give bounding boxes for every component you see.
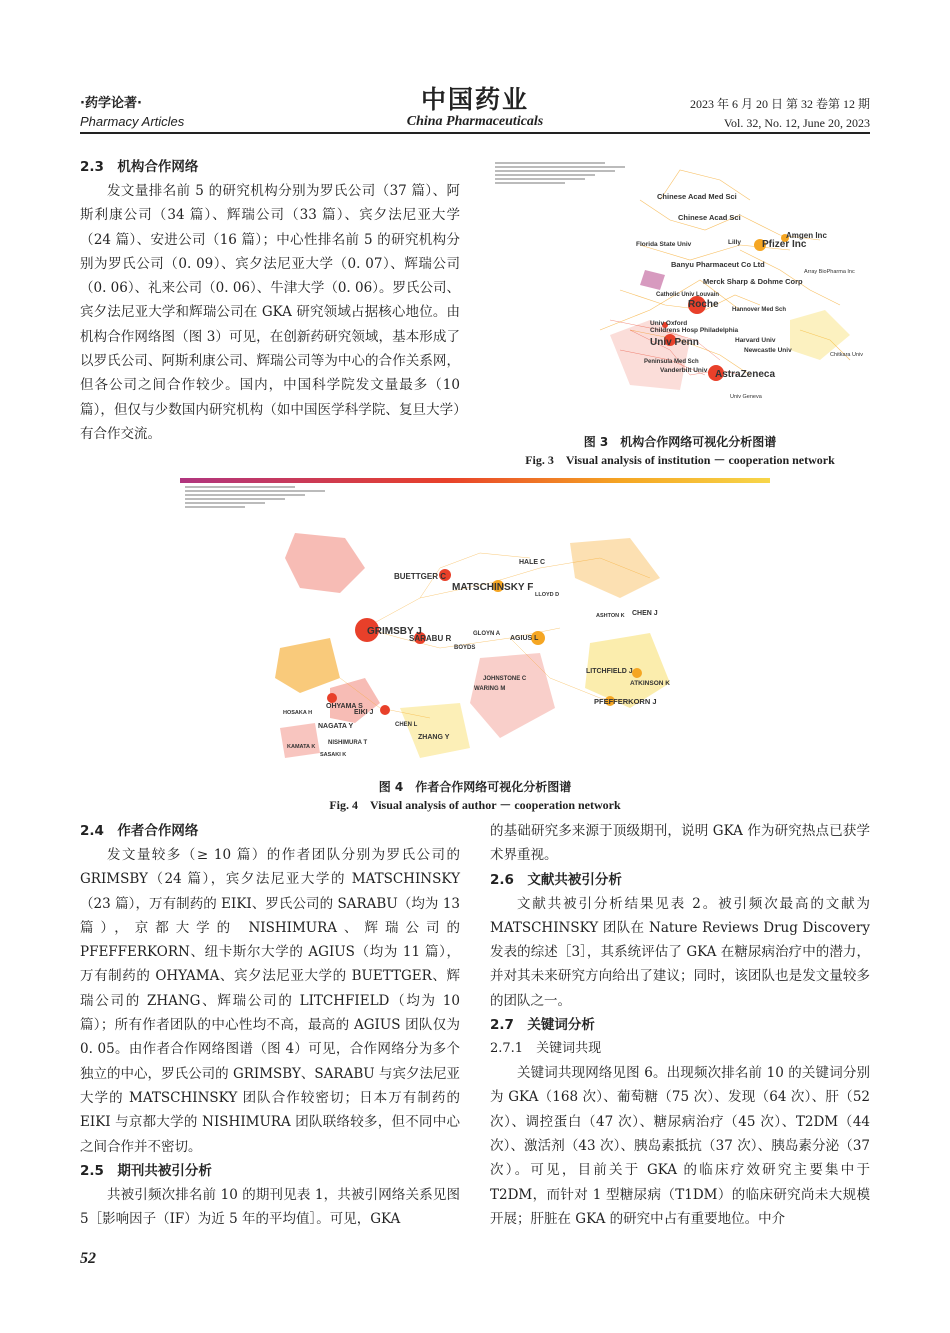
figure-4-caption: 图 4 作者合作网络可视化分析图谱 — [378, 780, 572, 794]
label-author-21: WARING M — [474, 686, 506, 692]
label-node-7: Banyu Pharmaceut Co Ltd — [671, 260, 765, 269]
label-author-16: CHEN L — [395, 722, 418, 728]
section-2-7-title: 2.7 关键词分析 — [490, 1017, 595, 1034]
section-2-4-body: 发文量较多（≥ 10 篇）的作者团队分别为罗氏公司的 GRIMSBY（24 篇），宾夕法尼亚大学的 MATSCHINSKY（23 篇），万有制药的 EIKI、罗氏公司的 SARABU（均为 13 篇），京都大学的 NISHIMURA、辉瑞公司的 PFEFFERKORN、纽卡斯尔大学的 AGIUS（均为 11 篇），万有制药的 OHYAMA、宾夕法尼亚大学的 BUETTGER、辉瑞公司的 ZHANG、辉瑞公司的 LITCHFIELD（均为 10 篇）；所有作者团队的中心性均不高，最高的 AGIUS 团队仅为 0. 05。由作者合作网络图谱（图 4）可见，合作网络分为多个独立的中心，罗氏公司的 GRIMSBY、SARABU 与宾夕法尼亚大学的 MATSCHINSKY 团队合作较密切；日本万有制药的 EIKI 与京都大学的 NISHIMURA 团队联络较多，但不同中心之间合作并不密切。 — [80, 847, 460, 1155]
label-author-23: KAMATA K — [287, 744, 316, 750]
figure-4-meta — [185, 486, 325, 508]
figure-4 — [180, 478, 770, 818]
label-node-0: Chinese Acad Med Sci — [657, 192, 737, 201]
label-node-5: Pfizer Inc — [762, 239, 807, 250]
section-2-5-body: 共被引频次排名前 10 的期刊见表 1，共被引网络关系见图 5［影响因子（IF）为近 5 年的平均值］。可见，GKA — [80, 1186, 460, 1228]
label-author-18: ATKINSON K — [630, 680, 670, 687]
figure-4-caption-en: Fig. 4 Visual analysis of author － cooperation network — [329, 798, 621, 812]
figure-3-network — [490, 160, 870, 425]
issue-info — [690, 95, 870, 133]
page-number: 52 — [80, 1250, 96, 1267]
label-node-17: Chitkara Univ — [830, 352, 864, 358]
section-2-7-1-title: 2.7.1 关键词共现 — [490, 1041, 602, 1057]
section-2-6-title: 2.6 文献共被引分析 — [490, 871, 622, 888]
label-node-16: Newcastle Univ — [744, 347, 792, 354]
label-node-18: Peninsula Med Sch — [644, 359, 699, 365]
label-node-14: Harvard Univ — [735, 337, 776, 344]
label-node-15: Univ Penn — [650, 337, 699, 348]
figure-3-caption: 图 3 机构合作网络可视化分析图谱 — [583, 435, 777, 449]
section-2-5-continued: 的基础研究多来源于顶级期刊，说明 GKA 作为研究热点已获学术界重视。 — [490, 823, 870, 864]
label-node-13: Childrens Hosp Philadelphia — [650, 327, 739, 334]
label-author-11: OHYAMA S — [326, 703, 363, 710]
header-rule — [80, 132, 870, 134]
label-author-20: JOHNSTONE C — [483, 676, 527, 682]
node-ohyama — [327, 693, 337, 703]
label-author-2: BUETTGER C — [394, 572, 446, 581]
label-author-12: EIKI J — [354, 709, 374, 716]
label-node-19: Vanderbilt Univ — [660, 367, 708, 374]
journal-title — [380, 86, 570, 130]
column-label-en: Pharmacy Articles — [80, 114, 185, 129]
label-author-24: SASAKI K — [320, 752, 347, 758]
label-author-19: PFEFFERKORN J — [594, 697, 657, 706]
figure-4-timeline-bar — [180, 478, 770, 483]
label-author-14: NISHIMURA T — [328, 740, 368, 746]
label-node-6: Array BioPharma Inc — [804, 269, 855, 275]
label-node-12: Univ Oxford — [650, 320, 688, 327]
label-author-3: MATSCHINSKY F — [452, 582, 534, 593]
section-2-3-title: 2.3 机构合作网络 — [80, 159, 199, 175]
label-author-4: HALE C — [519, 559, 546, 566]
column-label: ·药学论著· — [80, 96, 142, 111]
section-2-7-1-body: 关键词共现网络见图 6。出现频次排名前 10 的关键词分别为 GKA（168 次）、葡萄糖（75 次）、发现（64 次）、肝（52 次）、调控蛋白（47 次）、糖尿病治疗（45 次）、T2DM（44 次）、激活剂（43 次）、胰岛素抵抗（37 次）、胰岛素分泌（37 次）。可见，目前关于 GKA 的临床疗效研究主要集中于 T2DM，而针对 1 型糖尿病（T1DM）的临床研究尚未大规模开展；肝脏在 GKA 的研究中占有重要地位。中介 — [490, 1065, 870, 1227]
section-2-6-body: 文献共被引分析结果见表 2。被引频次最高的文献为 MATSCHINSKY 团队在 Nature Reviews Drug Discovery 发表的综述［3］，其系统评估了 GKA 在糖尿病治疗中的潜力，并对其未来研究方向给出了建议；同时，该团队也是发文量较多的团队之一。 — [490, 895, 870, 1009]
label-author-0: GRIMSBY J — [367, 626, 422, 637]
node-litchfield — [632, 668, 642, 678]
figure-3-caption-en: Fig. 3 Visual analysis of institution － cooperation network — [525, 453, 835, 467]
figure-3-cluster-purple — [640, 270, 665, 290]
section-2-3-body: 发文量排名前 5 的研究机构分别为罗氏公司（37 篇）、阿斯利康公司（34 篇）、辉瑞公司（33 篇）、宾夕法尼亚大学（24 篇）、安进公司（16 篇）；中心性排名前 5 的研究机构分别为罗氏公司（0. 09）、宾夕法尼亚大学（0. 07）、辉瑞公司（0. 06）、礼来公司（0. 06）、牛津大学（0. 06）。罗氏公司、宾夕法尼亚大学和辉瑞公司在 GKA 研究领域占据核心地位。由机构合作网络图（图 3）可见，在创新药研究领域，基本形成了以罗氏公司、阿斯利康公司、辉瑞公司等为中心的合作关系网，但各公司之间合作较少。国内，中国科学院发文量最多（10 篇），但仅与少数国内研究机构（如中国医学科学院、复旦大学）有合作交流。 — [80, 183, 460, 442]
label-author-5: LLOYD D — [535, 592, 560, 598]
figure-3-labels — [636, 192, 863, 400]
label-author-7: ASHTON K — [596, 613, 625, 619]
figure-3 — [490, 160, 870, 470]
label-author-22: HOSAKA H — [283, 710, 313, 716]
figure-3-meta — [495, 162, 625, 184]
label-author-1: SARABU R — [409, 634, 452, 643]
label-node-9: Catholic Univ Louvain — [656, 292, 720, 298]
journal-title-en: China Pharmaceuticals — [406, 114, 544, 129]
label-node-11: Hannover Med Sch — [732, 307, 787, 313]
label-node-20: AstraZeneca — [715, 369, 776, 380]
label-node-4: Amgen Inc — [786, 231, 827, 240]
label-author-15: ZHANG Y — [418, 734, 450, 741]
figure-4-network — [180, 478, 770, 768]
label-author-8: AGIUS L — [510, 635, 539, 642]
label-author-17: LITCHFIELD J — [586, 668, 633, 675]
section-2-4-2-5 — [80, 819, 460, 1231]
label-author-13: NAGATA Y — [318, 723, 354, 730]
label-author-10: BOYDS — [454, 645, 476, 651]
label-node-10: Roche — [688, 299, 719, 310]
running-header-left — [80, 92, 184, 129]
node-eiki — [380, 705, 390, 715]
issue-date-en: Vol. 32, No. 12, June 20, 2023 — [723, 116, 870, 130]
label-author-9: GLOYN A — [473, 631, 501, 637]
label-node-2: Florida State Univ — [636, 241, 692, 248]
journal-title-cn: 中国药业 — [420, 85, 529, 114]
label-node-21: Univ Geneva — [730, 394, 762, 400]
label-node-1: Chinese Acad Sci — [678, 213, 741, 222]
section-2-5-title: 2.5 期刊共被引分析 — [80, 1162, 212, 1179]
issue-date-cn: 2023 年 6 月 20 日 第 32 卷第 12 期 — [689, 97, 870, 111]
section-2-4-title: 2.4 作者合作网络 — [80, 823, 199, 839]
label-node-3: Lilly — [728, 239, 742, 246]
label-node-8: Merck Sharp & Dohme Corp — [703, 277, 803, 286]
right-column-lower — [490, 819, 870, 1231]
section-2-3 — [80, 155, 460, 446]
label-author-6: CHEN J — [632, 610, 658, 617]
